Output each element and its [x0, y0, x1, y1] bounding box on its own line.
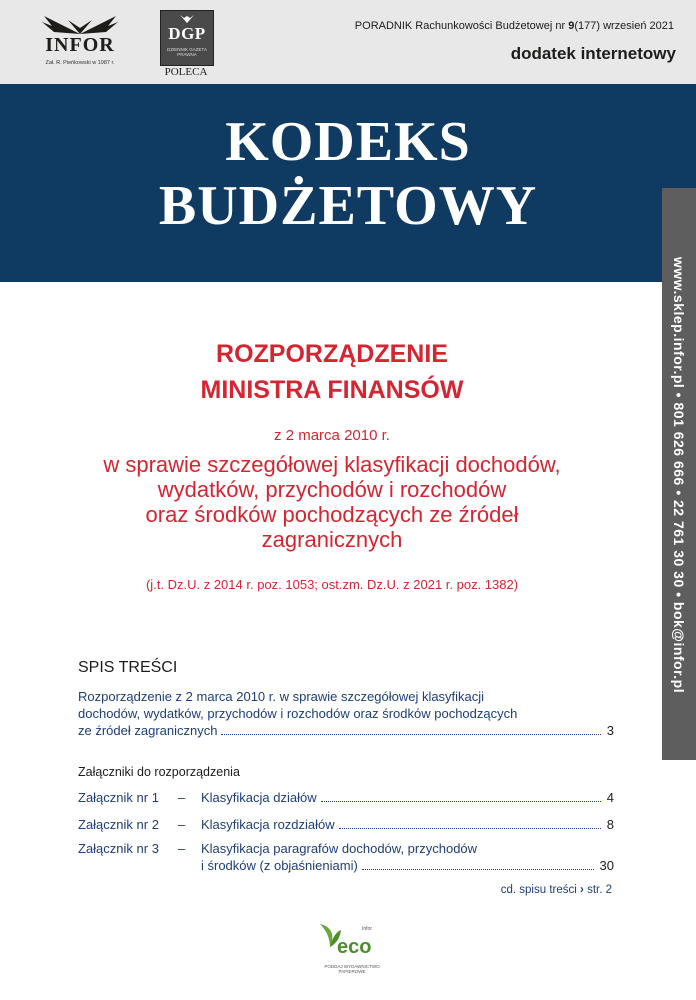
subject-line: zagranicznych [261, 527, 403, 552]
annex-label: Załącznik nr 3 [78, 841, 159, 856]
dgp-logo [158, 10, 214, 80]
leader-dots [321, 801, 601, 802]
issue-info [355, 20, 674, 32]
subject-line: oraz środków pochodzących ze źródeł [145, 502, 519, 527]
toc-annex-2[interactable] [78, 816, 614, 833]
dgp-badge [160, 10, 214, 66]
dgp-wordmark: DGP [168, 24, 206, 43]
regulation-reference: (j.t. Dz.U. z 2014 r. poz. 1053; ost.zm. Dz.U. z 2021 r. poz. 1382) [145, 577, 519, 592]
issue-number: 9 [568, 20, 575, 32]
toc-page-number: 30 [599, 858, 614, 873]
annex-label: Załącznik nr 2 [78, 817, 159, 832]
annex-dash: – [178, 841, 186, 856]
annex-title-cont: i środków (z objaśnieniami) [201, 858, 358, 873]
toc-page-number: 3 [606, 723, 614, 738]
annex-title: Klasyfikacja rozdziałów [201, 817, 335, 832]
subject-line: w sprawie szczegółowej klasyfikacji dochodów, [103, 452, 561, 477]
toc-annex-3[interactable] [78, 840, 614, 874]
dgp-small-text: DZIENNIK GAZETA PRAWNA [167, 47, 207, 57]
continuation-page: str. 2 [587, 884, 612, 896]
infor-logo [30, 14, 130, 74]
annex-title: Klasyfikacja paragrafów dochodów, przychodów [201, 841, 478, 856]
wing-icon [40, 14, 120, 36]
leader-dots [339, 828, 601, 829]
chevron-right-icon: › [580, 884, 584, 896]
annex-dash: – [178, 817, 186, 832]
toc-page-number: 8 [606, 817, 614, 832]
subject-line: wydatków, przychodów i rozchodów [157, 477, 507, 502]
toc-continuation[interactable] [501, 884, 612, 896]
annex-title: Klasyfikacja działów [201, 790, 317, 805]
toc-main-entry[interactable] [78, 688, 614, 739]
infor-subtitle: Zał. R. Pieńkowski w 1987 r. [45, 60, 115, 66]
toc-page-number: 4 [606, 790, 614, 805]
issue-prefix: nr [555, 20, 566, 32]
eco-prefix: Infor [362, 926, 373, 932]
regulation-title-line-1: ROZPORZĄDZENIE [216, 340, 448, 368]
eagle-icon [179, 14, 195, 24]
contact-text: www.sklep.infor.pl • 801 626 666 • 22 761 30 30 • bok@infor.pl [671, 256, 687, 694]
annex-label: Załącznik nr 1 [78, 790, 159, 805]
toc-heading: SPIS TREŚCI [78, 659, 178, 676]
eco-wordmark: eco [337, 936, 372, 958]
regulation-title-line-2: MINISTRA FINANSÓW [200, 376, 464, 404]
issue-total: (177) [574, 20, 600, 32]
toc-main-last-line: ze źródeł zagranicznych [78, 723, 218, 738]
continuation-text: cd. spisu treści [500, 884, 577, 896]
contact-sidebar [662, 188, 696, 760]
book-title [0, 110, 696, 238]
supplement-label: dodatek internetowy [510, 44, 676, 63]
dgp-tagline: POLECA [164, 66, 208, 78]
infor-wordmark: INFOR [45, 34, 115, 56]
toc-main-line: Rozporządzenie z 2 marca 2010 r. w sprawie szczegółowej klasyfikacji [78, 689, 485, 704]
regulation-subject [0, 452, 664, 552]
annex-dash: – [178, 790, 186, 805]
leader-dots [221, 734, 600, 735]
regulation-date: z 2 marca 2010 r. [274, 427, 390, 444]
toc-annex-1[interactable] [78, 789, 614, 806]
eco-logo [312, 918, 392, 982]
annex-heading: Załączniki do rozporządzenia [78, 765, 240, 779]
eco-small-text: PODDAJ WYDAWNICTWO PAPIEROWE [324, 964, 380, 974]
book-title-line-2: BUDŻETOWY [158, 175, 538, 237]
issue-date: wrzesień 2021 [603, 20, 674, 32]
book-title-line-1: KODEKS [225, 111, 471, 173]
leader-dots [362, 869, 594, 870]
toc-main-line: dochodów, wydatków, przychodów i rozchodów oraz środków pochodzących [78, 706, 518, 721]
series-name: PORADNIK Rachunkowości Budżetowej [354, 20, 553, 32]
